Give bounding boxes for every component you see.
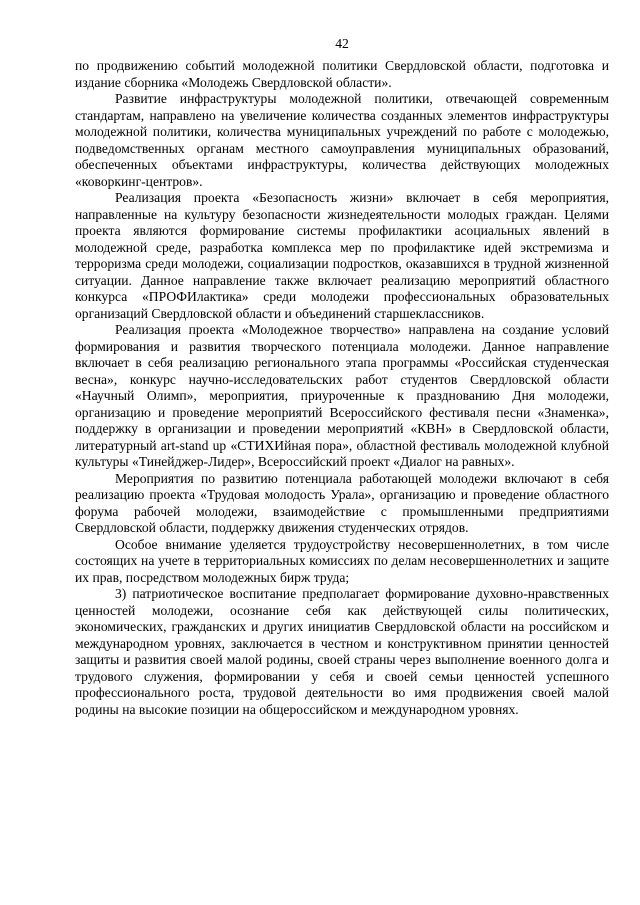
paragraph-working-youth: Мероприятия по развитию потенциала работающей молодежи включают в себя реализацию проекта «Трудовая молодость Урала», организацию и проведение областного форума рабочей молодежи, взаимодействие с промышленными предприятиями Свердловской области, поддержку движения студенческих отрядов. — [75, 470, 609, 535]
page-number: 42 — [335, 36, 349, 51]
paragraph-infrastructure: Развитие инфраструктуры молодежной политики, отвечающей современным стандартам, направлено на увеличение количества созданных элементов инфраструктуры молодежной политики, количества муниципальных учреждений по работе с молодежью, подведомственных органам местного самоуправления муниципальных образований, обеспеченных объектами инфраструктуры, количества действующих молодежных «коворкинг-центров». — [75, 91, 609, 189]
paragraph-continuation: по продвижению событий молодежной политики Свердловской области, подготовка и издание сборника «Молодежь Свердловской области». — [75, 58, 609, 90]
paragraph-life-safety: Реализация проекта «Безопасность жизни» включает в себя мероприятия, направленные на культуру безопасности жизнедеятельности молодых граждан. Целями проекта являются формирование системы профилактики асоциальных явлений в молодежной среде, разработка комплекса мер по профилактике идей экстремизма и терроризма среди молодежи, социализации подростков, оказавшихся в трудной жизненной ситуации. Данное направление также включает реализацию мероприятий областного конкурса «ПРОФИлактика» среди молодежи профессиональных образовательных организаций Свердловской области и объединений старшеклассников. — [75, 190, 609, 321]
document-page — [75, 36, 609, 718]
paragraph-patriotic-education: 3) патриотическое воспитание предполагает формирование духовно-нравственных ценностей молодежи, осознание себя как действующей силы политических, экономических, гражданских и других инициатив Свердловской области на российском и международном уровнях, заключается в честном и конструктивном принятии ценностей защиты и развития своей малой родины, своей страны через выполнение военного долга и трудового служения, формировании у себя и своей семьи ценностей успешного профессионального роста, трудовой деятельности во имя продвижения своей малой родины на высокие позиции на общероссийском и международном уровнях. — [75, 586, 609, 717]
paragraph-youth-creativity: Реализация проекта «Молодежное творчество» направлена на создание условий формирования и развития творческого потенциала молодежи. Данное направление включает в себя реализацию регионального этапа программы «Российская студенческая весна», конкурс научно-исследовательских работ студентов Свердловской области «Научный Олимп», мероприятия, приуроченные к празднованию Дня молодежи, организацию и проведение мероприятий Всероссийского фестиваля песни «Знаменка», поддержку в организации и проведении мероприятий «КВН» в Свердловской области, литературный art-stand up «СТИХИйная пора», областной фестиваль молодежной клубной культуры «Тинейджер-Лидер», Всероссийский проект «Диалог на равных». — [75, 322, 609, 469]
paragraph-employment: Особое внимание уделяется трудоустройству несовершеннолетних, в том числе состоящих на учете в территориальных комиссиях по делам несовершеннолетних и защите их прав, посредством молодежных бирж труда; — [75, 536, 609, 585]
